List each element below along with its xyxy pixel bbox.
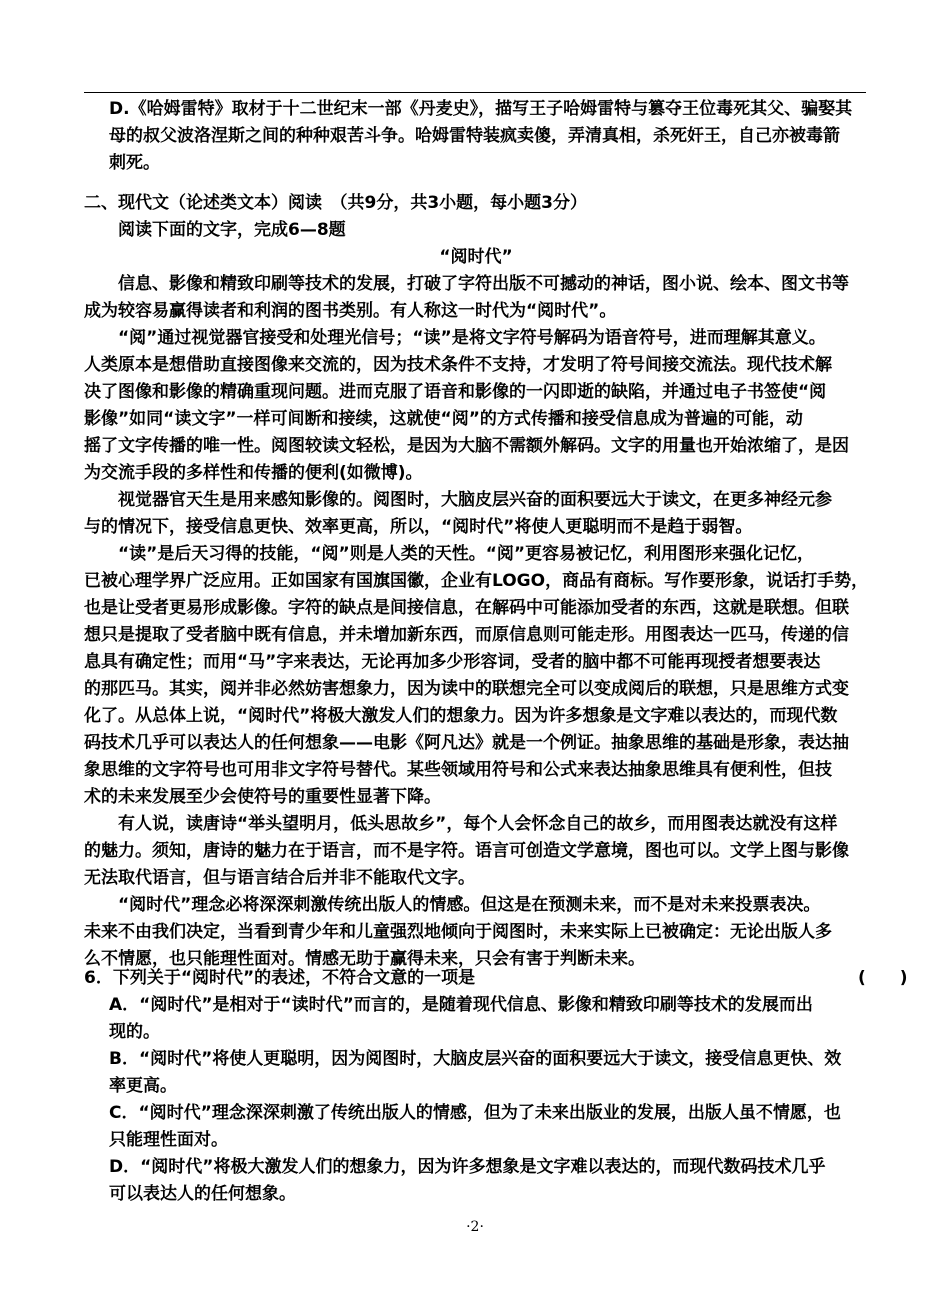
text-line: 已被心理学界广泛应用。正如国家有国旗国徽，企业有LOGO，商品有商标。写作要形象，说话打手势， [84,571,869,591]
text-line: 与的情况下，接受信息更快、效率更高，所以，“阅时代”将使人更聪明而不是趋于弱智。 [84,517,753,537]
text-line: 可以表达人的任何想象。 [109,1184,296,1204]
text-line: 未来不由我们决定，当看到青少年和儿童强烈地倾向于阅图时，未来实际上已被确定：无论出版人多 [84,922,832,942]
text-line: 想只是提取了受者脑中既有信息，并未增加新东西，而原信息则可能走形。用图表达一匹马，传递的信 [84,625,849,645]
answer-blank: ( ) [858,968,908,988]
question-stem: 6．下列关于“阅时代”的表述，不符合文意的一项是 [84,968,476,988]
page-number: ·2· [466,1219,484,1235]
text-line: 码技术几乎可以表达人的任何想象——电影《阿凡达》就是一个例证。抽象思维的基础是形象，表达抽 [84,733,849,753]
text-line: “阅”通过视觉器官接受和处理光信号；“读”是将文字符号解码为语音符号，进而理解其意义。 [118,328,826,348]
article-title: “阅时代” [439,247,513,267]
text-line: 无法取代语言，但与语言结合后并非不能取代文字。 [84,868,475,888]
text-line: 为交流手段的多样性和传播的便利(如微博)。 [84,463,423,483]
text-line: 有人说，读唐诗“举头望明月，低头思故乡”，每个人会怀念自己的故乡，而用图表达就没有这样 [118,814,838,834]
text-line: “读”是后天习得的技能，“阅”则是人类的天性。“阅”更容易被记忆，利用图形来强化记忆， [118,544,815,564]
top-option-d [84,96,868,177]
option-a [84,992,868,1046]
text-line: 决了图像和影像的精确重现问题。进而克服了语音和影像的一闪即逝的缺陷，并通过电子书签使“阅 [84,382,827,402]
text-line: 的那匹马。其实，阅并非必然妨害想象力，因为读中的联想完全可以变成阅后的联想，只是思维方式变 [84,679,849,699]
instruction: 阅读下面的文字，完成6—8题 [118,220,346,240]
option-c [84,1100,868,1154]
text-line: 化了。从总体上说，“阅时代”将极大激发人们的想象力。因为许多想象是文字难以表达的，而现代数 [84,706,838,726]
paragraph-6 [84,892,868,973]
text-line: 的魅力。须知，唐诗的魅力在于语言，而不是字符。语言可创造文学意境，图也可以。文学上图与影像 [84,841,849,861]
text-line: 成为较容易赢得读者和利润的图书类别。有人称这一时代为“阅时代”。 [84,301,617,321]
text-line: 只能理性面对。 [109,1130,228,1150]
text-line: 象思维的文字符号也可用非文字符号替代。某些领域用符号和公式来表达抽象思维具有便利性，但技 [84,760,832,780]
question-stem-line [84,965,908,992]
paragraph-5 [84,811,868,892]
text-line: C．“阅时代”理念深深刺激了传统出版人的情感，但为了未来出版业的发展，出版人虽不情愿，也 [109,1103,841,1123]
text-line: B．“阅时代”将使人更聪明，因为阅图时，大脑皮层兴奋的面积要远大于读文，接受信息更快、效 [109,1049,842,1069]
paragraph-4 [84,541,868,811]
paragraph-1 [84,271,868,325]
text-line: 也是让受者更易形成影像。字符的缺点是间接信息，在解码中可能添加受者的东西，这就是联想。但联 [84,598,849,618]
section-heading: 二、现代文（论述类文本）阅读 （共9分，共3小题，每小题3分） [84,193,587,213]
text-line: 影像”如同“读文字”一样可间断和接续，这就使“阅”的方式传播和接受信息成为普遍的可能，动 [84,409,803,429]
text-line: 刺死。 [109,153,160,173]
paragraph-3 [84,487,868,541]
header-rule [84,92,866,93]
text-line: 信息、影像和精致印刷等技术的发展，打破了字符出版不可撼动的神话，图小说、绘本、图文书等 [118,274,849,294]
text-line: 么不情愿，也只能理性面对。情感无助于赢得未来，只会有害于判断未来。 [84,949,645,969]
text-line: 摇了文字传播的唯一性。阅图较读文轻松，是因为大脑不需额外解码。文字的用量也开始浓缩了，是因 [84,436,849,456]
text-line: 现的。 [109,1022,160,1042]
text-line: 人类原本是想借助直接图像来交流的，因为技术条件不支持，才发明了符号间接交流法。现代技术解 [84,355,832,375]
section-heading-block [84,190,868,271]
article-body [84,271,868,973]
text-line: 息具有确定性；而用“马”字来表达，无论再加多少形容词，受者的脑中都不可能再现授者想要表达 [84,652,821,672]
option-d [84,1154,868,1208]
question-6 [84,965,908,1208]
text-line: 母的叔父波洛涅斯之间的种种艰苦斗争。哈姆雷特装疯卖傻，弄清真相，杀死奸王，自己亦被毒箭 [109,126,840,146]
text-line: D．“阅时代”将极大激发人们的想象力，因为许多想象是文字难以表达的，而现代数码技术几乎 [109,1157,826,1177]
text-line: 视觉器官天生是用来感知影像的。阅图时，大脑皮层兴奋的面积要远大于读文，在更多神经元参 [118,490,832,510]
text-line: 率更高。 [109,1076,177,1096]
text-line: D.《哈姆雷特》取材于十二世纪末一部《丹麦史》，描写王子哈姆雷特与篡夺王位毒死其父、骗娶其 [109,99,853,119]
paragraph-2 [84,325,868,487]
option-b [84,1046,868,1100]
text-line: 术的未来发展至少会使符号的重要性显著下降。 [84,787,441,807]
text-line: “阅时代”理念必将深深刺激传统出版人的情感。但这是在预测未来，而不是对未来投票表决。 [118,895,821,915]
text-line: A．“阅时代”是相对于“读时代”而言的，是随着现代信息、影像和精致印刷等技术的发展而出 [109,995,813,1015]
